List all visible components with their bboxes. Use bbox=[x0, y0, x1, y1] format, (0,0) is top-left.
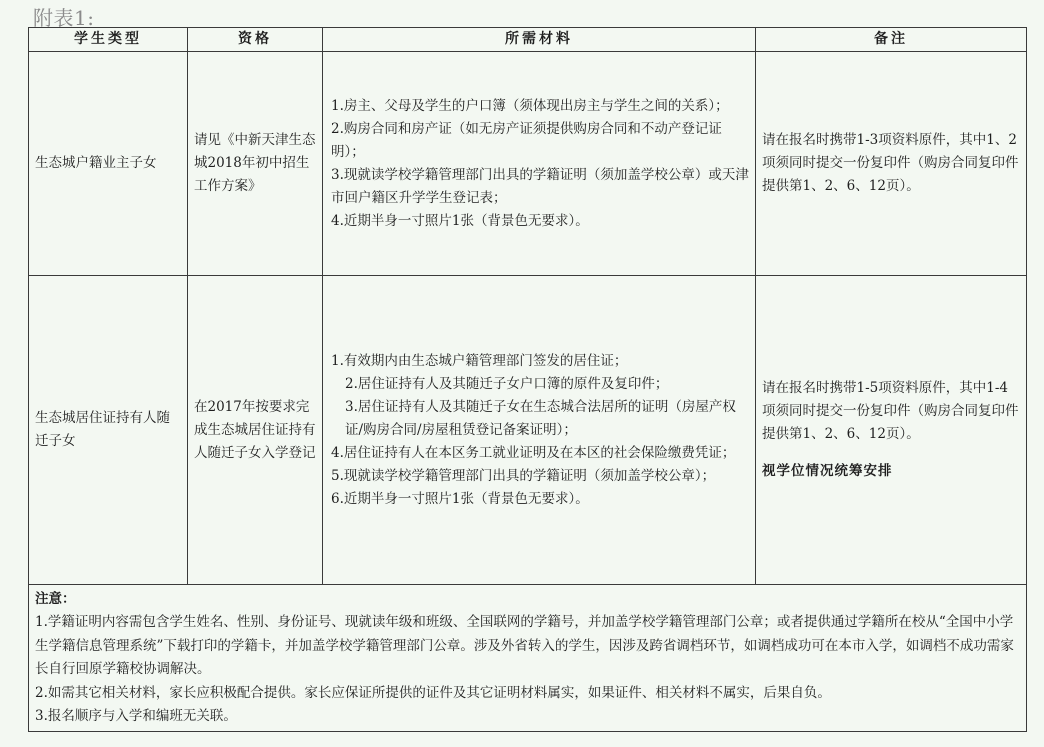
material-item: 3.居住证持有人及其随迁子女在生态城合法居所的证明（房屋产权证/购房合同/房屋租赁登记备案证明）； bbox=[345, 398, 736, 438]
student-type-cell: 生态城户籍业主子女 bbox=[29, 52, 188, 276]
header-qualification: 资格 bbox=[188, 28, 323, 52]
qualification-cell: 在2017年按要求完成生态城居住证持有人随迁子女入学登记 bbox=[188, 276, 323, 585]
remark-cell bbox=[756, 276, 1027, 585]
remark-text: 请在报名时携带1-3项资料原件，其中1、2项须同时提交一份复印件（购房合同复印件提供第1、2、6、12页）。 bbox=[762, 132, 1019, 194]
table-row bbox=[29, 276, 1027, 585]
material-item: 1.房主、父母及学生的户口簿（须体现出房主与学生之间的关系）； bbox=[331, 97, 729, 114]
note-item: 2.如需其它相关材料，家长应积极配合提供。家长应保证所提供的证件及其它证明材料属实，如果证件、相关材料不属实，后果自负。 bbox=[35, 684, 831, 701]
material-item: 2.居住证持有人及其随迁子女户口簿的原件及复印件； bbox=[345, 375, 669, 392]
header-remark: 备注 bbox=[756, 28, 1027, 52]
materials-cell bbox=[323, 52, 756, 276]
material-item: 5.现就读学校学籍管理部门出具的学籍证明（须加盖学校公章）； bbox=[331, 467, 716, 484]
material-item: 3.现就读学校学籍管理部门出具的学籍证明（须加盖学校公章）或天津市回户籍区升学学生登记表； bbox=[331, 166, 749, 206]
qualification-cell: 请见《中新天津生态城2018年初中招生工作方案》 bbox=[188, 52, 323, 276]
material-item: 2.购房合同和房产证（如无房产证须提供购房合同和不动产登记证明）； bbox=[331, 120, 722, 160]
remark-arrangement: 视学位情况统筹安排 bbox=[762, 463, 893, 479]
table-row bbox=[29, 52, 1027, 276]
table-caption: 附表1: bbox=[33, 6, 95, 30]
remark-cell bbox=[756, 52, 1027, 276]
material-item: 1.有效期内由生态城户籍管理部门签发的居住证； bbox=[331, 352, 628, 369]
notes-cell bbox=[29, 585, 1027, 732]
student-type-cell: 生态城居住证持有人随迁子女 bbox=[29, 276, 188, 585]
material-item: 4.居住证持有人在本区务工就业证明及在本区的社会保险缴费凭证； bbox=[331, 444, 736, 461]
notes-row bbox=[29, 585, 1027, 732]
note-item: 3.报名顺序与入学和编班无关联。 bbox=[35, 708, 237, 724]
material-item: 6.近期半身一寸照片1张（背景色无要求）。 bbox=[331, 490, 589, 507]
note-item: 1.学籍证明内容需包含学生姓名、性别、身份证号、现就读年级和班级、全国联网的学籍号，并加盖学校学籍管理部门公章；或者提供通过学籍所在校从“全国中小学生学籍信息管理系统”下载打印的学籍卡，并加盖学校学籍管理部门公章。涉及外省转入的学生，因涉及跨省调档环节，如调档成功可在本市入学，如调档不成功需家长自行回原学籍校协调解决。 bbox=[35, 614, 1014, 677]
header-student-type: 学生类型 bbox=[29, 28, 188, 52]
enrollment-table bbox=[28, 27, 1027, 732]
header-materials: 所需材料 bbox=[323, 28, 756, 52]
material-item: 4.近期半身一寸照片1张（背景色无要求）。 bbox=[331, 212, 589, 229]
header-row bbox=[29, 28, 1027, 52]
notes-title: 注意： bbox=[35, 590, 76, 607]
remark-text: 请在报名时携带1-5项资料原件，其中1-4项须同时提交一份复印件（购房合同复印件提供第1、2、6、12页）。 bbox=[762, 380, 1019, 442]
materials-cell bbox=[323, 276, 756, 585]
